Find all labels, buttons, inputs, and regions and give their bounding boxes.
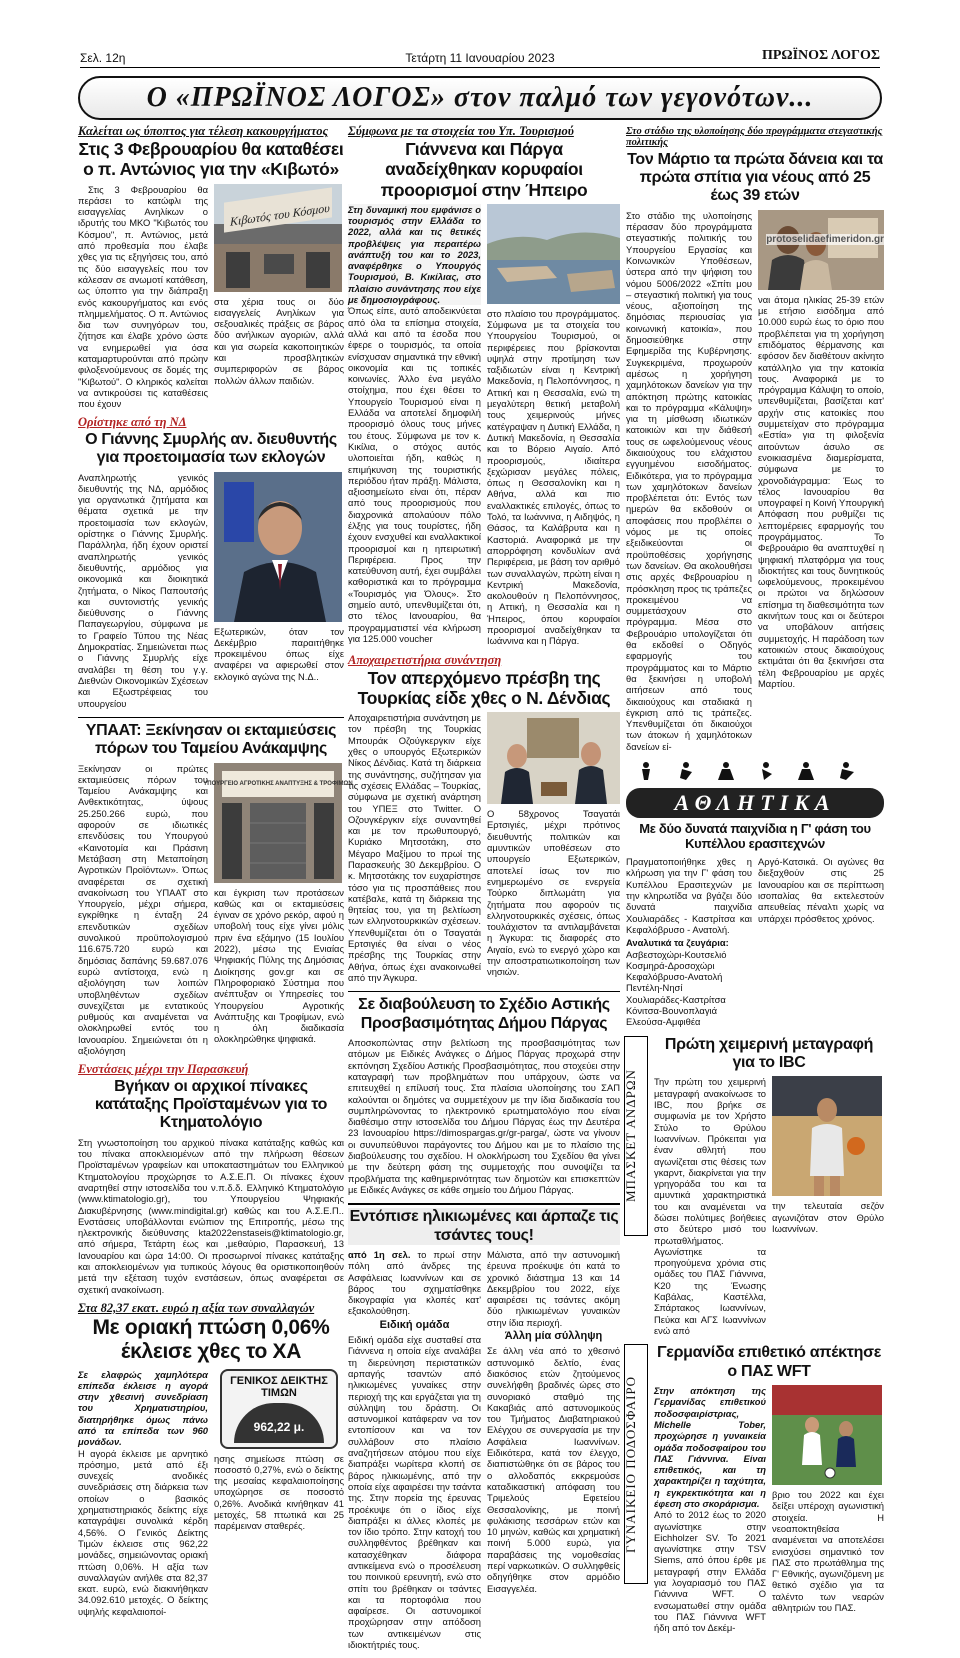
article-body: Στη γνωστοποίηση του αρχικού πίνακα κατάταξης καθώς και του πίνακα αποκλειομένων από την πλήρωση θέσεων Προϊσταμένων γραφείων και υποκαταστημάτων του Ελληνικού Κτηματολογίου προχώρησε το Α.Σ.Ε.Π. Οι πίνακες έχουν αναρτηθεί στην ιστοσελίδα του ν.π.δ.δ. Ελληνικό Κτηματολόγιο (www.ktimatologio.gr), του Υπουργείου Ψηφιακής Διακυβέρνησης (www.mindigital.gr) καθώς και του Α.Σ.Ε.Π.. Ενστάσεις υποβάλλονται ενώπιον της Επιτροπής, μέσω της ηλεκτρονικής διεύθυνσης kta2022enstaseis@ktimatologio.gr, από σήμερα, Τετάρτη έως και ,μεθαύριο, Παρασκευή, 13 Ιανουαρίου και ώρα 14:00. Οι προσωρινοί πίνακες κατάταξης και αποκλειομένων για τυπικούς λόγους θα οριστικοποιηθούν μετά την εξέταση τυχόν ενστάσεων, όπως αναφέρεται σε σχετική ανακοίνωση. (78, 1136, 344, 1295)
article-body: Όπως είπε, αυτό αποδεικνύεται από όλα τα επίσημα στοιχεία, αλλά και από τα έσοδα που έφερε ο τουρισμός, τα οποία ενίσχυσαν σημαντικά την εθνική οικονομία και τις τοπικές κοινωνίες. Άλλο ένα μεγάλο στοίχημα, που έχει θέσει το Υπουργείο Τουρισμού είναι η Ελλάδα να αποτελεί δημοφιλή προορισμό όλους τους μήνες του έτους. Σύμφωνα με τον κ. Κικίλια, ο στόχος αυτός υλοποιείται ήδη, καθώς η επιμήκυνση της τουριστικής περιόδου ήταν πράξη. Μάλιστα, αξιοσημείωτο είναι ότι, πέραν από τους προορισμούς που διαχρονικά απολαύουν πόλο έλξης για τους τουρίστες, ήδη έχουν ενσχυθεί και εναλλακτικοί προορισμοί και η ηπειρωτική Περιφέρεια. Προς την κατεύθυνση αυτή, έχει συμβάλει καθοριστικά και το πρόγραμμα «Τουρισμός για Όλους». Στο σημείο αυτό, υπενθυμίζεται ότι, στο τέλος Ιανουαρίου, θα προγραμματιστεί νέα κλήρωση για 125.000 voucher (348, 305, 481, 644)
sports-section-band: ΑΘΛΗΤΙΚΑ (626, 788, 884, 818)
article-body-continued: Αργό-Κατσικά. Οι αγώνες θα διεξαχθούν στις 25 Ιανουαρίου και σε περίπτωση ισοπαλίας θα εκτελεστούν απευθείας πέναλτι χωρίς να υπάρχει πρόσθετος χρόνος. (758, 856, 884, 924)
article-body: Την πρώτη του χειμερινή μεταγραφή ανακοίνωσε το IBC, που βρήκε σε συμφωνία με τον Χρήστο Στύλο το Θρύλου Ιωαννίνων. Πρόκειται για έναν αθλητή που αγωνίζεται στις θέσεις των γκαρντ, διακρίνεται για την γρηγοράδα του και τα αμυντικά χαρακτηριστικά του και αναμένεται να δώσει πολύτιμες βοήθειες στο δεύτερο μισό του πρωταθλήματος. Αγωνίστηκε τα προηγούμενα χρόνια στις ομάδες του ΠΑΣ Γιάννινα, Κ20 της Ένωσης Καβάλας, Καστέλλα, Σπάρτακος Ιωαννίνων, Πεύκα και ΑΓΣ Ιωαννίνων ενώ από (654, 1076, 766, 1336)
article-smyrlis (78, 417, 344, 708)
football-match-photo (772, 1385, 882, 1485)
article-body: Από το 2012 έως το 2020 αγωνίστηκε στην Eichholzer SV. To 2021 αγωνίστηκε στην TSV Siems, από όπου έρθε με μεταγραφή στην Ελλάδα για λογαριασμό του ΠΑΣ Γιάννινα WFT. Ο ενσωματωθεί στην ομάδα του ΠΑΣ Γιάννινα WFT ήδη από τον Δεκέμ- (654, 1509, 766, 1634)
article-body: Αποχαιρετιστήρια συνάντηση με τον πρέσβη της Τουρκίας Μπουράκ Οζούγκεργκιν είχε χθες ο υπουργός Εξωτερικών Νίκος Δένδιας. Κατά τη διάρκεια της συνάντησης, συζήτησαν για τις σχέσεις Ελλάδας – Τουρκίας, σύμφωνα με σχετική ανάρτηση του ΥΠΕΞ στο Twitter. Ο Οζουγκέργκιν είχε συναντηθεί και με τον πρωθυπουργό, Κυριάκο Μητσοτάκη, στο Μέγαρο Μαξίμου το πρωί της Παρασκευής 30 Δεκεμβρίου. Ο κ. Μητσοτάκης τον ευχαρίστησε τόσο για τις προσπάθειες που κατέβαλε, κατά τη διάρκεια της θητείας του, για τη βελτίωση των ελληνοτουρκικών σχέσεων. Υπενθυμίζεται ότι ο Τσαγατάι Ερτσιγιές θα είναι ο νέος πρέσβης της Τουρκίας στην Αθήνα, όπως έχει ανακοινωθεί από την Άγκυρα. (348, 712, 481, 983)
article-headline: Με οριακή πτώση 0,06% έκλεισε χθες το ΧΑ (92, 1316, 330, 1364)
article-headline: Στις 3 Φεβρουαρίου θα καταθέσει ο π. Αντώνιος για την «Κιβωτό» (78, 139, 344, 180)
article-body-continued: ησης σημείωσε πτώση σε ποσοστό 0,27%, ενώ ο δείκτης της μεσαίας κεφαλαιοποίησης υποχώρησε σε ποσοστό 0,26%. Ανοδικά κινήθηκαν 41 μετοχές, 58 πτωτικά και 25 παρέμειναν σταθερές. (214, 1452, 344, 1532)
issue-date: Τετάρτη 11 Ιανουαρίου 2023 (405, 51, 555, 65)
index-gauge (220, 1369, 338, 1449)
article-kicker: Ενστάσεις μέχρι την Παρασκευή (78, 1062, 249, 1077)
article-kicker: Ορίστηκε από τη ΝΔ (78, 415, 187, 430)
article-ktimatologio (78, 1064, 344, 1295)
divider (78, 717, 344, 718)
column-right (623, 126, 885, 1642)
list-item: Πεντέλη-Νησί (626, 982, 683, 994)
article-kicker: Σύμφωνα με τα στοιχεία του Υπ. Τουρισμού (348, 124, 574, 138)
section-label-basketball: ΜΠΑΣΚΕΤ ΑΝΔΡΩΝ (624, 1036, 648, 1236)
article-headline: Βγήκαν οι αρχικοί πίνακες κατάταξης Προϊσταμένων για το Κτηματολόγιο (94, 1077, 328, 1132)
pairs-list (626, 949, 752, 1028)
article-body: Αποσκοπώντας στην βελτίωση της προσβασιμότητας των ατόμων με Ειδικές Ανάγκες ο Δήμος Πάργας προχωρά στην εκπόνηση Σχεδίου Αστικής Προσβασιμότητας, που στοχεύει στην καταγραφή των προβλημάτων που υπάρχουν, ώστε να επιτευχθεί η επίλυσή τους. Στα πλαίσια υλοποίησης του ΣΑΠ καλούνται οι δημότες να συμμετέχουν με την ίδια διαδικασία του συμπληρώνοντας το ηλεκτρονικό ερωτηματολόγιο που είναι διαθέσιμο στην ιστοσελίδα του Δήμου Πάργας έως την Δευτέρα 23 Ιανουαρίου https://dimospargas.gr/gr-parga/, ώστε να γίνουν οι συνυπεύθυνοι παράγοντες του Δήμου και με το πλαίσιο της διαβούλευσης του σχεδίου. Η ολοκλήρωση του Σχεδίου θα γίνει με την δεύτερη φάση της συμμετοχής που συνοψίζει τα προβλήματα της καθημερινότητας των δημοτών και επισκεπτών με Ειδικές Ανάγκες σε κάθε σημείο του Δήμου Πάργας. (348, 1037, 620, 1195)
smyrlis-portrait-photo (214, 472, 342, 622)
header-rule (80, 67, 880, 68)
article-amateur-cup (626, 822, 884, 1027)
list-item: Ασβεστοχώρι-Κουτσελιό (626, 948, 727, 960)
article-lead: Στην απόκτηση της Γερμανίδας επιθετικού ποδοσφαιρίστριας, Michelle Tober, προχώρησε η γυναικεία ομάδα ποδοσφαίρου του ΠΑΣ Γιάννινα. Είναι επιθετικός, και τη χαρακτηρίζει η ταχύτητα, η εγκρεκτικότητα και η έφεση στο σκοράρισμα. (654, 1385, 766, 1509)
article-dendias (348, 652, 620, 984)
article-body-continued: στα χέρια τους οι δύο εισαγγελείς Ανηλίκων για σεξουαλικές πράξεις σε βάρος δύο ανήλικων αγοριών, αλλά και για σωρεία κακοποιητικών και προσβλητικών συμπεριφορών σε βάρος πολλών άλλων παιδιών. (214, 295, 344, 386)
article-housing (626, 126, 884, 752)
article-body: Πραγματοποιήθηκε χθες η κλήρωση για την Γ' φάση του Κυπέλλου Ερασιτεχνών με την κληρωτίδα να βγάζει δύο δυνατά παιχνίδια Χουλιαράδες - Καστρίτσα και Κεφαλόβρυσο - Ανατολή. (626, 856, 752, 935)
article-body: Στο στάδιο της υλοποίησης πέρασαν δύο προγράμματα στεγαστικής πολιτικής του Υπουργείου Εργασίας και Κοινωνικών Υποθέσεων, ύστερα από την ψήφιση του νόμου 5006/2022 «Σπίτι μου – στεγαστική πολιτική για τους νέους, αξιοποίηση της δημόσιας περιουσίας για κοινωνική κατοικία», που δημοσιεύθηκε στην Εφημερίδα της Κυβέρνησης. Συγκεκριμένα, προχωρούν αμέσως η χορήγηση χαμηλότοκων δανείων για την απόκτηση πρώτης κατοικίας και το πρόγραμμα «Κάλυψη» για τη μίσθωση ιδιωτικών κατοικιών και την διάθεσή τους σε ωφελούμενους νέους δικαιούχους του ελάχιστου εγγυημένου εισοδήματος. Ειδικότερα, για το πρόγραμμα των χαμηλότοκων δανείων προβλέπεται ότι: Εντός των ημερών θα εκδοθούν οι αποφάσεις που προβλέπει ο νόμος με τις οποίες εξειδικεύονται οι προϋποθέσεις χορήγησης των δανείων. Θα ακολουθήσει στις αρχές Φεβρουαρίου η πρόσκληση προς τις τράπεζες προκειμένου να συμμετάσχουν στο πρόγραμμα. Μέσα στο Φεβρουάριο υπολογίζεται ότι θα εκδοθεί ο Οδηγός εφαρμογής του προγράμματος και το Μάρτιο θα ξεκινήσει η υποβολή αιτήσεων από τους δικαιούχους και σταδιακά η έγκριση από τις τράπεζες. Υπενθυμίζεται ότι δικαιούχοι των άτοκων ή χαμηλότοκων δανείων εί- (626, 209, 752, 752)
article-headline: Σε διαβούλευση το Σχέδιο Αστικής Προσβασιμότητας Δήμου Πάργας (358, 996, 610, 1032)
basketball-player-photo (772, 1076, 882, 1196)
article-kicker: Στα 82,37 εκατ. ευρώ η αξία των συναλλαγών (78, 1300, 315, 1315)
article-ibc (623, 1035, 884, 1337)
article-body: Ειδική ομάδα είχε συσταθεί στα Γιάννενα η οποία είχε αναλάβει τη διερεύνηση περιστατικών αρπαγής τσαντών από ηλικιωμένες γυναίκες στην περιοχή της και εργάζεται για τη σύλληψη του δράστη. Οι αστυνομικοί κατάφεραν να τον εντοπίσουν και να τον συλλάβουν στο πλαίσιο αναζητήσεων ατόμου που είχε διαπράξει νωρίτερα κλοπή σε βάρος ηλικιωμένης, από την οποία είχε αφαιρέσει την τσάντα της. Στην πορεία της έρευνας προέκυψε ότι ο ίδιος είχε διαπράξει κι άλλες κλοπές με τον ίδιο τρόπο. Στην κατοχή του συλληφθέντος βρέθηκαν και κατασχέθηκαν διάφορα αντικείμενα ενώ ο προσέλευση του ποινικού ερευνητή, ενώ στο σπίτι του βρέθηκαν οι τσάντες και τα πορτοφόλια που αφαίρεσε. Οι αστυνομικοί προχώρησαν στην απόδοση των αντικειμένων στις ιδιοκτήτριές τους. (348, 1334, 481, 1651)
article-lead: Στη δυναμική που εμφάνισε ο τουρισμός στην Ελλάδα το 2022, αλλά και τις θετικές προβλέψεις για περαιτέρω ανάπτυξή του και το 2023, αναφέρθηκε ο Υπουργός Τουρισμού, Β. Κικίλιας, στο πλαίσιο συνάντησης που είχε με δημοσιογράφους. (348, 203, 481, 306)
article-body: Αναπληρωτής γενικός διευθυντής της ΝΔ, αρμόδιος για οργανωτικά ζητήματα και θέματα σχετικά με την προετοιμασία των εκλογών, ορίστηκε ο Γιάννης Σμυρλής. Παράλληλα, ήδη έχουν οριστεί αναπληρωτής γενικός διευθυντής, αρμόδιος για οικονομικά και διοικητικά ζητήματα, ο Νίκος Παπουτσής και συντονιστής γενικής διεύθυνσης ο Γιάννης Παπαγεωργίου, σύμφωνα με το Γραφείο Τύπου της Νέας Δημοκρατίας. Σημειώνεται πως ο Γιάννης Σμυρλής είχε αναλάβει τη θέση του γ.γ. Διεθνών Οικονομικών Σχέσεων και Εξωστρέφειας του υπουργείου (78, 471, 208, 709)
article-parga-accessibility (348, 996, 620, 1195)
gauge-label: ΓΕΝΙΚΟΣ ΔΕΙΚΤΗΣ ΤΙΜΩΝ (230, 1374, 328, 1399)
article-kicker: Στο στάδιο της υλοποίησης δύο προγράμματα στεγαστικής πολιτικής (626, 126, 883, 149)
section-label-womens-football: ΓΥΝΑΙΚΕΙΟ ΠΟΔΟΣΦΑΙΡΟ (624, 1344, 648, 1584)
article-body-continued: Εξωτερικών, όταν τον Δεκέμβριο παραιτήθηκε προκειμένου όπως είχε αναφέρει να αφιερωθεί στον εκλογικό αγώνα της Ν.Δ.. (214, 625, 344, 682)
article-bag-snatcher (348, 1203, 620, 1650)
ministry-sign-text: ΥΠΟΥΡΓΕΙΟ ΑΓΡΟΤΙΚΗΣ ΑΝΑΠΤΥΞΗΣ & ΤΡΟΦΙΜΩΝ (203, 780, 353, 787)
dendias-meeting-photo (487, 712, 620, 804)
page-number: Σελ. 12η (80, 51, 126, 65)
watermark-text: protoselidaefimeridon.gr (766, 233, 884, 245)
article-headline: Εντόπισε ηλικιωμένες και άρπαζε τις τσάντες τους! (349, 1208, 619, 1244)
subheading: Ειδική ομάδα (379, 1318, 450, 1331)
article-headline: Με δύο δυνατά παιχνίδια η Γ' φάση του Κυπέλλου ερασιτεχνών (639, 821, 871, 852)
list-item: Κόνιτσα-Βουνοπλαγιά (626, 1005, 718, 1017)
article-tourism (348, 126, 620, 647)
ioannina-lake-photo (487, 204, 620, 304)
column-left (78, 124, 353, 1625)
article-headline: Ο Γιάννης Σμυρλής αν. διευθυντής για προετοιμασία των εκλογών (85, 430, 337, 467)
article-headline: Γερμανίδα επιθετικό απέκτησε ο ΠΑΣ WFT (656, 1344, 882, 1380)
article-body: Η αγορά έκλεισε με αρνητικό πρόσημο, μετά από έξι συνεχείς ανοδικές συνεδριάσεις στη διάρκεια των οποίων ο βασικός χρηματιστηριακός δείκτης είχε καταγράψει συνολικά κέρδη 4,56%. Ο Γενικός Δείκτης Τιμών έκλεισε στις 962,22 μονάδες, σημειώνοντας οριακή πτώση 0,06%. Η αξία των συναλλαγών ανήλθε στα 82,37 εκατ. ευρώ, ενώ διακινήθηκαν 34.092.610 μετοχές. Ο δείκτης υψηλής κεφαλαιοποί- (78, 1447, 208, 1617)
article-ypaat (78, 721, 353, 1057)
continued-from-front: από 1η σελ. (348, 1248, 411, 1260)
article-body: Ξεκίνησαν οι πρώτες εκταμιεύσεις πόρων του Ταμείου Ανάκαμψης και Ανθεκτικότητας, ύψους 25.250.266 ευρώ, που αφορούν σε ιδιωτικές επενδύσεις του Υπουργού «Καινοτομία και Πράσινη Μετάβαση στη Μεταποίηση Αγροτικών Προϊόντων». Όπως αναφέρεται σε σχετική ανακοίνωση του ΥΠΑΑΤ στο Υπουργείο, μέχρι σήμερα, εγκρίθηκε η ένταξη 24 επενδυτικών σχεδίων συνολικού προϋπολογισμού 116.675.720 ευρώ και δημόσιας δαπάνης 59.687.076 ευρώ αντίστοιχα, ενώ η αξιολόγηση των λοιπών υποβληθέντων σχεδίων συνεχίζεται με εντατικούς ρυθμούς και αναμένεται να ολοκληρωθεί εντός του Ιανουαρίου. Σημειώνεται ότι η αξιολόγηση (78, 762, 208, 1056)
article-kivotos (78, 126, 344, 409)
list-item: Χουλιαράδες-Καστρίτσα (626, 993, 726, 1005)
gauge-value: 962,22 μ. (234, 1403, 324, 1443)
article-body: Σε άλλη νέα από το χθεσινό αστυνομικό δελτίο, ένας διακόσιος ετών ζητούμενος συνελήφθη βραδινές ώρες στο συνοριακό σταθμό της Κακαβιάς από αστυνομικούς του Τμήματος Διαβατηριακού Ελέγχου σε συνεργασία με την Ασφάλεια Ιωαννίνων. Ειδικότερα, κατά τον έλεγχο, διαπιστώθηκε ότι σε βάρος του ο αλλοδαπός εκκρεμούσε καταδικαστική απόφαση του Τριμελούς Εφετείου Θεσσαλονίκης, με ποινή φυλάκισης τεσσάρων ετών και 10 μηνών, καθώς και χρηματική ποινή 5.000 ευρώ, για παραβάσεις της νομοθεσίας περί ναρκωτικών. Ο συλληφθείς οδηγήθηκε στον αρμόδιο Εισαγγελέα. (487, 1345, 620, 1594)
newspaper-name: ΠΡΩΪΝΟΣ ΛΟΓΟΣ (761, 48, 880, 63)
page-banner: Ο «ΠΡΩΪΝΟΣ ΛΟΓΟΣ» στον παλμό των γεγονότων... (78, 76, 882, 120)
article-headline: Πρώτη χειμερινή μεταγραφή για το IBC (664, 1035, 874, 1072)
article-headline: Τον απερχόμενο πρέσβη της Τουρκίας είδε χθες ο Ν. Δένδιας (357, 667, 611, 708)
ministry-building-photo (203, 763, 353, 883)
article-body-continued: ναι άτομα ηλικίας 25-39 ετών με ετήσιο εισόδημα από 10.000 ευρώ έως το όριο που προβλέπεται για τη χορήγηση επιδόματος θέρμανσης και εφόσον δεν διαθέτουν ακίνητο κατάλληλο για την κατοικία τους. Αναφορικά με το πρόγραμμα Κάλυψη το οποίο, υπενθυμίζεται, βασίζεται κατ' αρχήν στις κατοικίες που συμμετείχαν στο πρόγραμμα «Εστία» για τη φιλοξενία αιτούντων άσυλο σε ενοικιασμένα διαμερίσματα, σύμφωνα με το χρονοδιάγραμμα: Έως το τέλος Ιανουαρίου θα υπογραφεί η Κοινή Υπουργική Απόφαση που ρυθμίζει τις λεπτομέρειες εφαρμογής του προγράμματος. Το Φεβρουάριο θα αναπτυχθεί η ψηφιακή πλατφόρμα για τους ιδιοκτήτες και τους δυνητικούς ωφελούμενους, προκειμένου οι πρώτοι να δηλώσουν επίσημα τη διαθεσιμότητα των ακινήτων τους και οι δεύτεροι να υποβάλουν αιτήσεις συμμετοχής. Η παράδοση των κατοικιών στους δικαιούχους εκτιμάται ότι θα ξεκινήσει στα τέλη Φεβρουαρίου με αρχές Μαρτίου. (758, 293, 884, 689)
article-body-continued: και έγκριση των προτάσεων καθώς και οι εκταμιεύσεις έγιναν σε χρόνο ρεκόρ, αφού η υποβολή τους είχε γίνει μόλις πριν ένα εξάμηνο (15 Ιουλίου 2022), μέσω της Ενιαίας Ψηφιακής Πύλης της Δημόσιας Διοίκησης gov.gr και σε Πληροφοριακό Σύστημα που ανέπτυξαν οι Υπηρεσίες του Υπουργείου Αγροτικής Ανάπτυξης και Τροφίμων, ενώ η όλη διαδικασία ολοκληρώθηκε ψηφιακά. (214, 886, 344, 1045)
article-lead: Σε ελαφρώς χαμηλότερα επίπεδα έκλεισε η αγορά στην χθεσινή συνεδρίαση του Χρηματιστηρίου, διατηρήθηκε όμως πάνω από τα επίπεδα των 960 μονάδων. (78, 1368, 208, 1448)
article-kicker: Καλείται ως ύποπτος για τέλεση κακουργήματος (78, 124, 329, 138)
page-header (80, 48, 880, 70)
article-body: Μάλιστα, από την αστυνομική έρευνα προέκυψε ότι κατά το χρονικό διάστημα 13 και 14 Δεκεμβρίου του 2022, είχε αφαιρέσει τις τσάντες ακόμη δύο ηλικιωμένων γυναικών στην ίδια περιοχή. (487, 1248, 620, 1328)
article-body: το πρωί στην πόλη από άνδρες της Ασφάλειας Ιωαννίνων και σε βάρος του σχηματίσθηκε δικογραφία για κλοπές κατ' εξακολούθηση. (348, 1248, 482, 1317)
article-body-continued: βριο του 2022 και έχει δείξει υπέροχη αγωνιστική στοιχεία. Η νεοαποκτηθείσα αναμένεται να αποτελέσει ενισχύσει σημαντικό τον ΠΑΣ στο πρωτάθλημα της Γ' Εθνικής, αγωνιζόμενη με θετικό σχέδιο για τα ταλέντο των νεαρών αθλητριών του ΠΑΣ. (772, 1489, 885, 1613)
sports-section (626, 760, 884, 818)
article-stock-exchange (78, 1300, 344, 1617)
list-item: Κοσμηρά-Δροσοχώρι (626, 959, 715, 971)
article-pas-wft (623, 1344, 885, 1634)
article-body-continued: Ο 58χρονος Τσαγατάι Ερτσιγιές, μέχρι πρότινος διευθυντής πολιτικών και αμυντικών υποθέσεων στο υπουργείο Εξωτερικών, αποτελεί ίσως τον πιο ενημερωμένο σε ενεργεία Τούρκο διπλωμάτη για ζητήματα που αφορούν τις ελληνοτουρκικές σχέσεις, όπως τουλάχιστον τα αντιλαμβάνεται η Άγκυρα: τις διαφορές στο Αιγαίο, ενώ το ενεργό χώρο και την αποστρατιωτικοποίηση των νησιών. (487, 808, 620, 978)
list-item: Ελεούσα-Αμφιθέα (626, 1016, 701, 1028)
article-headline: Τον Μάρτιο τα πρώτα δάνεια και τα πρώτα σπίτια για νέους από 25 έως 39 ετών (627, 150, 883, 205)
couple-house-photo (758, 210, 884, 290)
kivotos-sign-text: Κιβωτός του Κόσμου (230, 200, 330, 229)
housing-photo-wrap (758, 210, 884, 290)
article-headline: Γιάννενα και Πάργα αναδείχθηκαν κορυφαίοι προορισμοί στην Ήπειρο (380, 139, 588, 200)
kivotos-building-photo (214, 184, 342, 292)
column-middle (348, 126, 620, 1658)
article-body-block (348, 1249, 481, 1317)
article-body: Στις 3 Φεβρουαρίου θα περάσει το κατώφλι της εισαγγελίας Ανηλίκων ο ιδρυτής του ΜΚΟ "Κιβωτός του Κόσμου", π. Αντώνιος, μετά από προθεσμία που έλαβε χθες για τις εξηγήσεις του, από τις δύο εισαγγελείς που τον κάλεσαν σε ανωμοτί κατάθεση, ως ύποπτο για την διάπραξη ενός κακουργήματος και ενός πλημμελήματος. Ο π. Αντώνιος δια των συνηγόρων του, ζήτησε και έλαβε χρόνο ώστε να ενημερωθεί για όσα καταμαρτυρούνται από πρώην φιλοξενούμενους σε δομές της "Κιβωτού". Ο κληρικός καλείται να αντικρούσει τις καταθέσεις που έχουν (78, 183, 208, 410)
pairs-title: Αναλυτικά τα ζευγάρια: (626, 937, 729, 949)
article-body-continued: την τελευταία σεζόν αγωνιζόταν στον Θρύλο Ιωαννίνων. (772, 1200, 884, 1235)
sports-silhouettes-icon (626, 760, 884, 782)
article-kicker: Αποχαιρετιστήρια συνάντηση (348, 652, 502, 667)
article-headline: ΥΠΑΑΤ: Ξεκίνησαν οι εκταμιεύσεις πόρων του Ταμείου Ανάκαμψης (85, 721, 337, 758)
list-item: Κεφαλόβρυσο-Ανατολή (626, 971, 723, 983)
article-body-continued: στο πλαίσιο του προγράμματος. Σύμφωνα με τα στοιχεία του Υπουργείου Τουρισμού, οι περιφέρειες που βρίσκονται υψηλά στην προτίμηση των ταξιδιωτών είναι η Κεντρική Μακεδονία, η Πελοπόννησος, η Αττική και η Θεσσαλία, ενώ τη μεγαλύτερη θετική μεταβολή τους χειμερινούς μήνες κατέγραψαν η Δυτική Ελλάδα, η Δυτική Μακεδονία, η Θεσσαλία και το Βόρειο Αιγαίο. Από προορισμούς, ιδιαίτερα ξεχώρισαν μεγάλες πόλεις, όπως η Θεσσαλονίκη και η Αθήνα, αλλά και πιο εναλλακτικές επιλογές, όπως το Τολό, τα Ιωάννινα, η Αιδηψός, η Θάσος, τα Καλάβρυτα και η Καστοριά. Αναφορικά με την απορρόφηση κονδυλίων ανά Περιφέρεια, με βάση τον αριθμό των συναλλαγών, πρώτη είναι η Κεντρική Μακεδονία, ακολουθούν η Πελοπόννησος, η Αττική, η Θεσσαλία και η Ήπειρος, όπου κορυφαίοι προορισμοί αναδείχθηκαν τα Ιωάννινα και η Πάργα. (487, 307, 620, 647)
divider (348, 991, 620, 992)
subheading: Άλλη μία σύλληψη (504, 1330, 603, 1343)
